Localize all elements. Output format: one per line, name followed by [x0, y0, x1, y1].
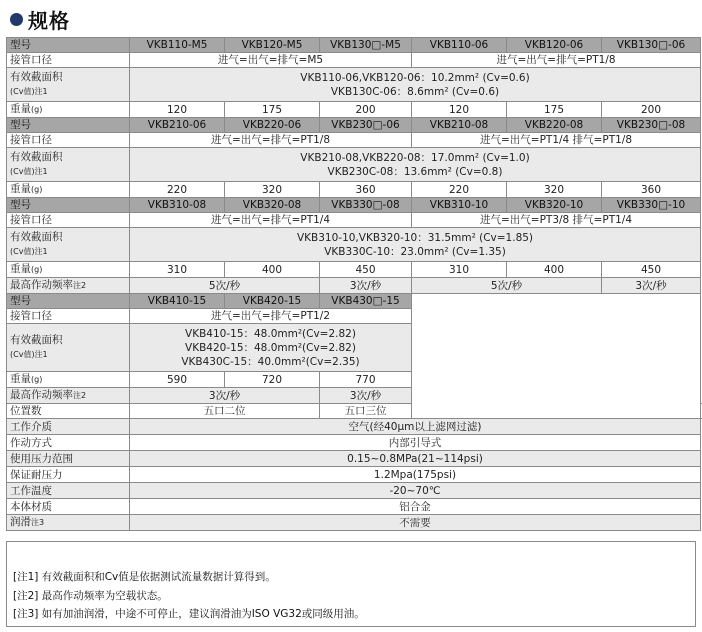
weight-cell: 320	[507, 182, 602, 198]
model-cell: VKB310-10	[412, 198, 507, 213]
port-label: 接管口径	[7, 53, 130, 68]
area-label-text: 有效截面积	[10, 334, 63, 346]
model-cell: VKB130□-06	[602, 38, 701, 53]
port-label: 接管口径	[7, 213, 130, 228]
weight-cell: 200	[320, 102, 412, 118]
model-cell: VKB110-M5	[130, 38, 225, 53]
table-row	[7, 198, 701, 213]
section-title	[10, 6, 70, 32]
empty-cell	[412, 294, 701, 419]
model-cell: VKB310-08	[130, 198, 225, 213]
weight-cell: 310	[412, 262, 507, 278]
freq-label	[7, 388, 130, 404]
area-sub-label: (Cv值)	[10, 167, 35, 176]
table-row	[7, 419, 701, 435]
positions-cell: 五口二位	[130, 404, 320, 419]
area-line: VKB230C-08：13.6mm² (Cv=0.8)	[327, 165, 503, 178]
note-mark: 注1	[34, 87, 48, 96]
note-mark: 注2	[73, 281, 87, 290]
model-cell: VKB410-15	[130, 294, 225, 309]
model-cell: VKB210-08	[412, 118, 507, 133]
weight-label-text: 重量	[10, 103, 31, 115]
area-label	[7, 68, 130, 102]
table-row	[7, 213, 701, 228]
weight-label-text: 重量	[10, 183, 31, 195]
table-row	[7, 294, 701, 309]
section-title-text: 规格	[28, 8, 70, 33]
table-row	[7, 483, 701, 499]
weight-cell: 360	[320, 182, 412, 198]
table-row	[7, 182, 701, 198]
weight-label-text: 重量	[10, 263, 31, 275]
area-line: VKB420-15：48.0mm²(Cv=2.82)	[185, 341, 356, 354]
notes-box	[6, 541, 696, 627]
model-label: 型号	[7, 118, 130, 133]
table-row	[7, 262, 701, 278]
area-label	[7, 148, 130, 182]
freq-cell: 3次/秒	[130, 388, 320, 404]
area-line: VKB330C-10：23.0mm² (Cv=1.35)	[324, 245, 506, 258]
weight-cell: 450	[320, 262, 412, 278]
proof-label: 保证耐压力	[7, 467, 130, 483]
area-label	[7, 324, 130, 372]
model-cell: VKB120-06	[507, 38, 602, 53]
note-mark: 注1	[34, 350, 48, 359]
weight-cell: 220	[130, 182, 225, 198]
port-label: 接管口径	[7, 133, 130, 148]
port-cell: 进气=出气=排气=PT1/2	[130, 309, 412, 324]
area-cell	[130, 68, 701, 102]
pressure-label: 使用压力范围	[7, 451, 130, 467]
weight-cell: 175	[225, 102, 320, 118]
temp-cell: -20~70℃	[130, 483, 701, 499]
port-cell: 进气=出气=排气=PT1/4	[130, 213, 412, 228]
area-cell	[130, 148, 701, 182]
lube-cell: 不需要	[130, 515, 701, 531]
model-cell: VKB430□-15	[320, 294, 412, 309]
table-row	[7, 451, 701, 467]
note-line: [注1] 有效截面积和Cv值是依据测试流量数据计算得到。	[13, 571, 276, 583]
operation-label: 作动方式	[7, 435, 130, 451]
area-sub-label: (Cv值)	[10, 247, 35, 256]
model-cell: VKB220-08	[507, 118, 602, 133]
area-line: VKB130C-06：8.6mm² (Cv=0.6)	[330, 85, 500, 98]
lube-label-text: 润滑	[10, 516, 31, 528]
positions-cell: 五口三位	[320, 404, 412, 419]
temp-label: 工作温度	[7, 483, 130, 499]
port-cell: 进气=出气=PT1/4 排气=PT1/8	[412, 133, 701, 148]
table-row	[7, 53, 701, 68]
weight-unit: (g)	[31, 265, 43, 274]
table-row	[7, 278, 701, 294]
weight-cell: 400	[225, 262, 320, 278]
freq-label	[7, 278, 130, 294]
model-cell: VKB110-06	[412, 38, 507, 53]
weight-label	[7, 102, 130, 118]
note-line: [注3] 如有加油润滑，中途不可停止，建议润滑油为ISO VG32或同级用油。	[13, 608, 365, 620]
port-cell: 进气=出气=排气=PT1/8	[130, 133, 412, 148]
area-label-text: 有效截面积	[10, 71, 63, 83]
medium-label: 工作介质	[7, 419, 130, 435]
model-cell: VKB220-06	[225, 118, 320, 133]
weight-cell: 400	[507, 262, 602, 278]
table-row	[7, 102, 701, 118]
table-row	[7, 435, 701, 451]
weight-cell: 320	[225, 182, 320, 198]
table-row	[7, 38, 701, 53]
freq-cell: 5次/秒	[412, 278, 602, 294]
bullet-icon	[10, 13, 23, 26]
spec-table	[6, 37, 701, 531]
model-cell: VKB420-15	[225, 294, 320, 309]
freq-label-text: 最高作动频率	[10, 389, 73, 401]
model-cell: VKB320-10	[507, 198, 602, 213]
weight-cell: 310	[130, 262, 225, 278]
model-cell: VKB330□-10	[602, 198, 701, 213]
table-row	[7, 467, 701, 483]
model-cell: VKB320-08	[225, 198, 320, 213]
weight-cell: 720	[225, 372, 320, 388]
model-cell: VKB230□-08	[602, 118, 701, 133]
weight-label-text: 重量	[10, 373, 31, 385]
positions-label: 位置数	[7, 404, 130, 419]
weight-label	[7, 182, 130, 198]
area-line: VKB110-06,VKB120-06：10.2mm² (Cv=0.6)	[300, 71, 530, 84]
weight-label	[7, 372, 130, 388]
weight-label	[7, 262, 130, 278]
area-cell	[130, 324, 412, 372]
table-row	[7, 118, 701, 133]
table-row	[7, 133, 701, 148]
port-label: 接管口径	[7, 309, 130, 324]
model-cell: VKB230□-06	[320, 118, 412, 133]
weight-cell: 770	[320, 372, 412, 388]
area-sub-label: (Cv值)	[10, 350, 35, 359]
freq-cell: 3次/秒	[320, 278, 412, 294]
lube-label	[7, 515, 130, 531]
weight-cell: 220	[412, 182, 507, 198]
note-mark: 注3	[31, 518, 45, 527]
weight-cell: 590	[130, 372, 225, 388]
material-cell: 铝合金	[130, 499, 701, 515]
table-row	[7, 499, 701, 515]
port-cell: 进气=出气=排气=PT1/8	[412, 53, 701, 68]
weight-cell: 120	[130, 102, 225, 118]
note-line: [注2] 最高作动频率为空载状态。	[13, 590, 168, 602]
table-row	[7, 148, 701, 182]
weight-unit: (g)	[31, 185, 43, 194]
table-row	[7, 68, 701, 102]
weight-cell: 175	[507, 102, 602, 118]
table-row	[7, 228, 701, 262]
model-cell: VKB130□-M5	[320, 38, 412, 53]
area-label-text: 有效截面积	[10, 151, 63, 163]
area-line: VKB310-10,VKB320-10：31.5mm² (Cv=1.85)	[296, 231, 534, 244]
area-line: VKB410-15：48.0mm²(Cv=2.82)	[185, 327, 356, 340]
freq-cell: 3次/秒	[602, 278, 701, 294]
table-row	[7, 515, 701, 531]
medium-cell: 空气(经40μm以上滤网过滤)	[130, 419, 701, 435]
operation-cell: 内部引导式	[130, 435, 701, 451]
proof-cell: 1.2Mpa(175psi)	[130, 467, 701, 483]
model-label: 型号	[7, 294, 130, 309]
weight-cell: 360	[602, 182, 701, 198]
weight-cell: 450	[602, 262, 701, 278]
port-cell: 进气=出气=排气=M5	[130, 53, 412, 68]
model-cell: VKB120-M5	[225, 38, 320, 53]
note-mark: 注1	[34, 167, 48, 176]
model-label: 型号	[7, 38, 130, 53]
model-cell: VKB330□-08	[320, 198, 412, 213]
weight-cell: 120	[412, 102, 507, 118]
area-line: VKB430C-15：40.0mm²(Cv=2.35)	[181, 355, 360, 368]
model-cell: VKB210-06	[130, 118, 225, 133]
material-label: 本体材质	[7, 499, 130, 515]
area-line: VKB210-08,VKB220-08：17.0mm² (Cv=1.0)	[300, 151, 530, 164]
port-cell: 进气=出气=PT3/8 排气=PT1/4	[412, 213, 701, 228]
weight-cell: 200	[602, 102, 701, 118]
freq-cell: 3次/秒	[320, 388, 412, 404]
note-mark: 注2	[73, 391, 87, 400]
model-label: 型号	[7, 198, 130, 213]
weight-unit: (g)	[31, 105, 43, 114]
area-label-text: 有效截面积	[10, 231, 63, 243]
freq-cell: 5次/秒	[130, 278, 320, 294]
area-sub-label: (Cv值)	[10, 87, 35, 96]
area-cell	[130, 228, 701, 262]
weight-unit: (g)	[31, 375, 43, 384]
note-mark: 注1	[34, 247, 48, 256]
pressure-cell: 0.15~0.8MPa(21~114psi)	[130, 451, 701, 467]
freq-label-text: 最高作动频率	[10, 279, 73, 291]
area-label	[7, 228, 130, 262]
